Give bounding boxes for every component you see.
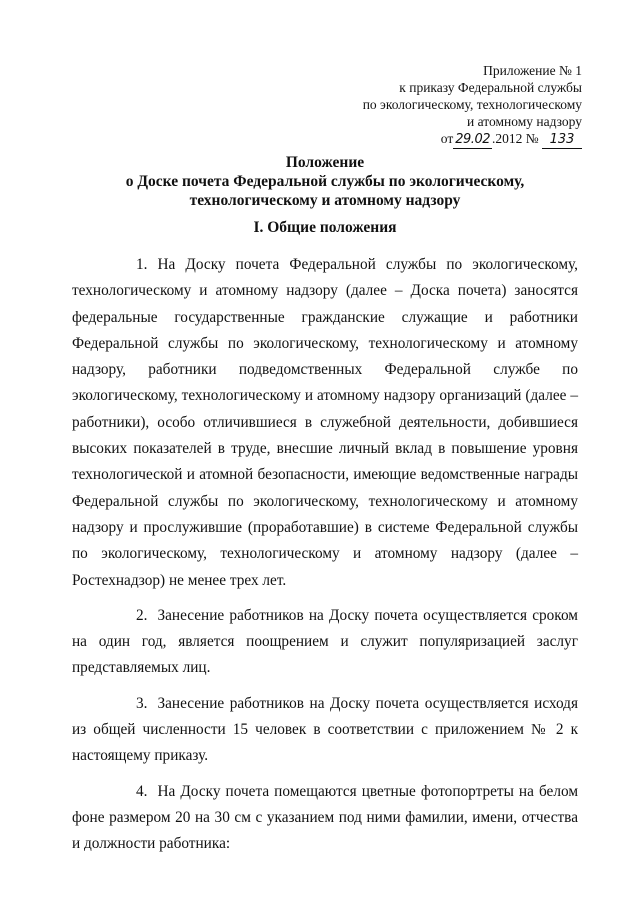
- paragraph-text: Занесение работников на Доску почета осуществляется исходя из общей численности 15 человек в соответствии с приложением № 2 к настоящему приказу.: [72, 694, 578, 765]
- document-body: [72, 252, 578, 867]
- document-title: [60, 153, 590, 210]
- annex-line-4: и атомному надзору: [467, 114, 582, 129]
- annex-line-1: Приложение № 1: [483, 63, 582, 78]
- paragraph-number: 2.: [136, 606, 148, 624]
- paragraph-number: 3.: [136, 694, 148, 712]
- annex-line-2: к приказу Федеральной службы: [399, 80, 582, 95]
- paragraph-number: 4.: [136, 782, 148, 800]
- date-prefix: от: [440, 131, 454, 146]
- paragraph-3: [72, 691, 578, 770]
- paragraph-4: [72, 779, 578, 858]
- date-year: .2012 №: [491, 131, 539, 146]
- paragraph-number: 1.: [136, 256, 148, 273]
- annex-date-line: [363, 130, 582, 149]
- title-line-1: Положение: [285, 154, 365, 171]
- paragraph-text: На Доску почета помещаются цветные фотопортреты на белом фоне размером 20 на 30 см с указанием под ними фамилии, имени, отчества и должности работника:: [72, 782, 578, 853]
- title-line-2: о Доске почета Федеральной службы по экологическому,: [125, 173, 525, 190]
- handwritten-order-number: 133: [542, 131, 582, 149]
- paragraph-2: [72, 603, 578, 682]
- section-heading: I. Общие положения: [253, 219, 397, 236]
- annex-header: [363, 62, 582, 149]
- annex-line-3: по экологическому, технологическому: [362, 97, 582, 112]
- paragraph-text: Занесение работников на Доску почета осуществляется сроком на один год, является поощрением и служит популяризацией заслуг представляемых лиц.: [72, 606, 578, 677]
- paragraph-text: На Доску почета Федеральной службы по экологическому, технологическому и атомному надзору (далее – Доска почета) заносятся федеральные государственные гражданские служащие и работники Федеральной службы по экологическому, технологическому и атомному надзору, работники подведомственных Федеральной службе по экологическому, технологическому и атомному надзору организаций (далее – работники), особо отличившиеся в служебной деятельности, добившиеся высоких показателей в труде, внесшие личный вклад в повышение уровня технологической и атомной безопасности, имеющие ведомственные награды Федеральной службы по экологическому, технологическому и атомному надзору и прослужившие (проработавшие) в системе Федеральной службы по экологическому, технологическому и атомному надзору (далее – Ростехнадзор) не менее трех лет.: [72, 256, 578, 589]
- handwritten-date: 29.02: [455, 132, 490, 147]
- paragraph-1: [72, 252, 578, 594]
- title-line-3: технологическому и атомному надзору: [189, 192, 461, 209]
